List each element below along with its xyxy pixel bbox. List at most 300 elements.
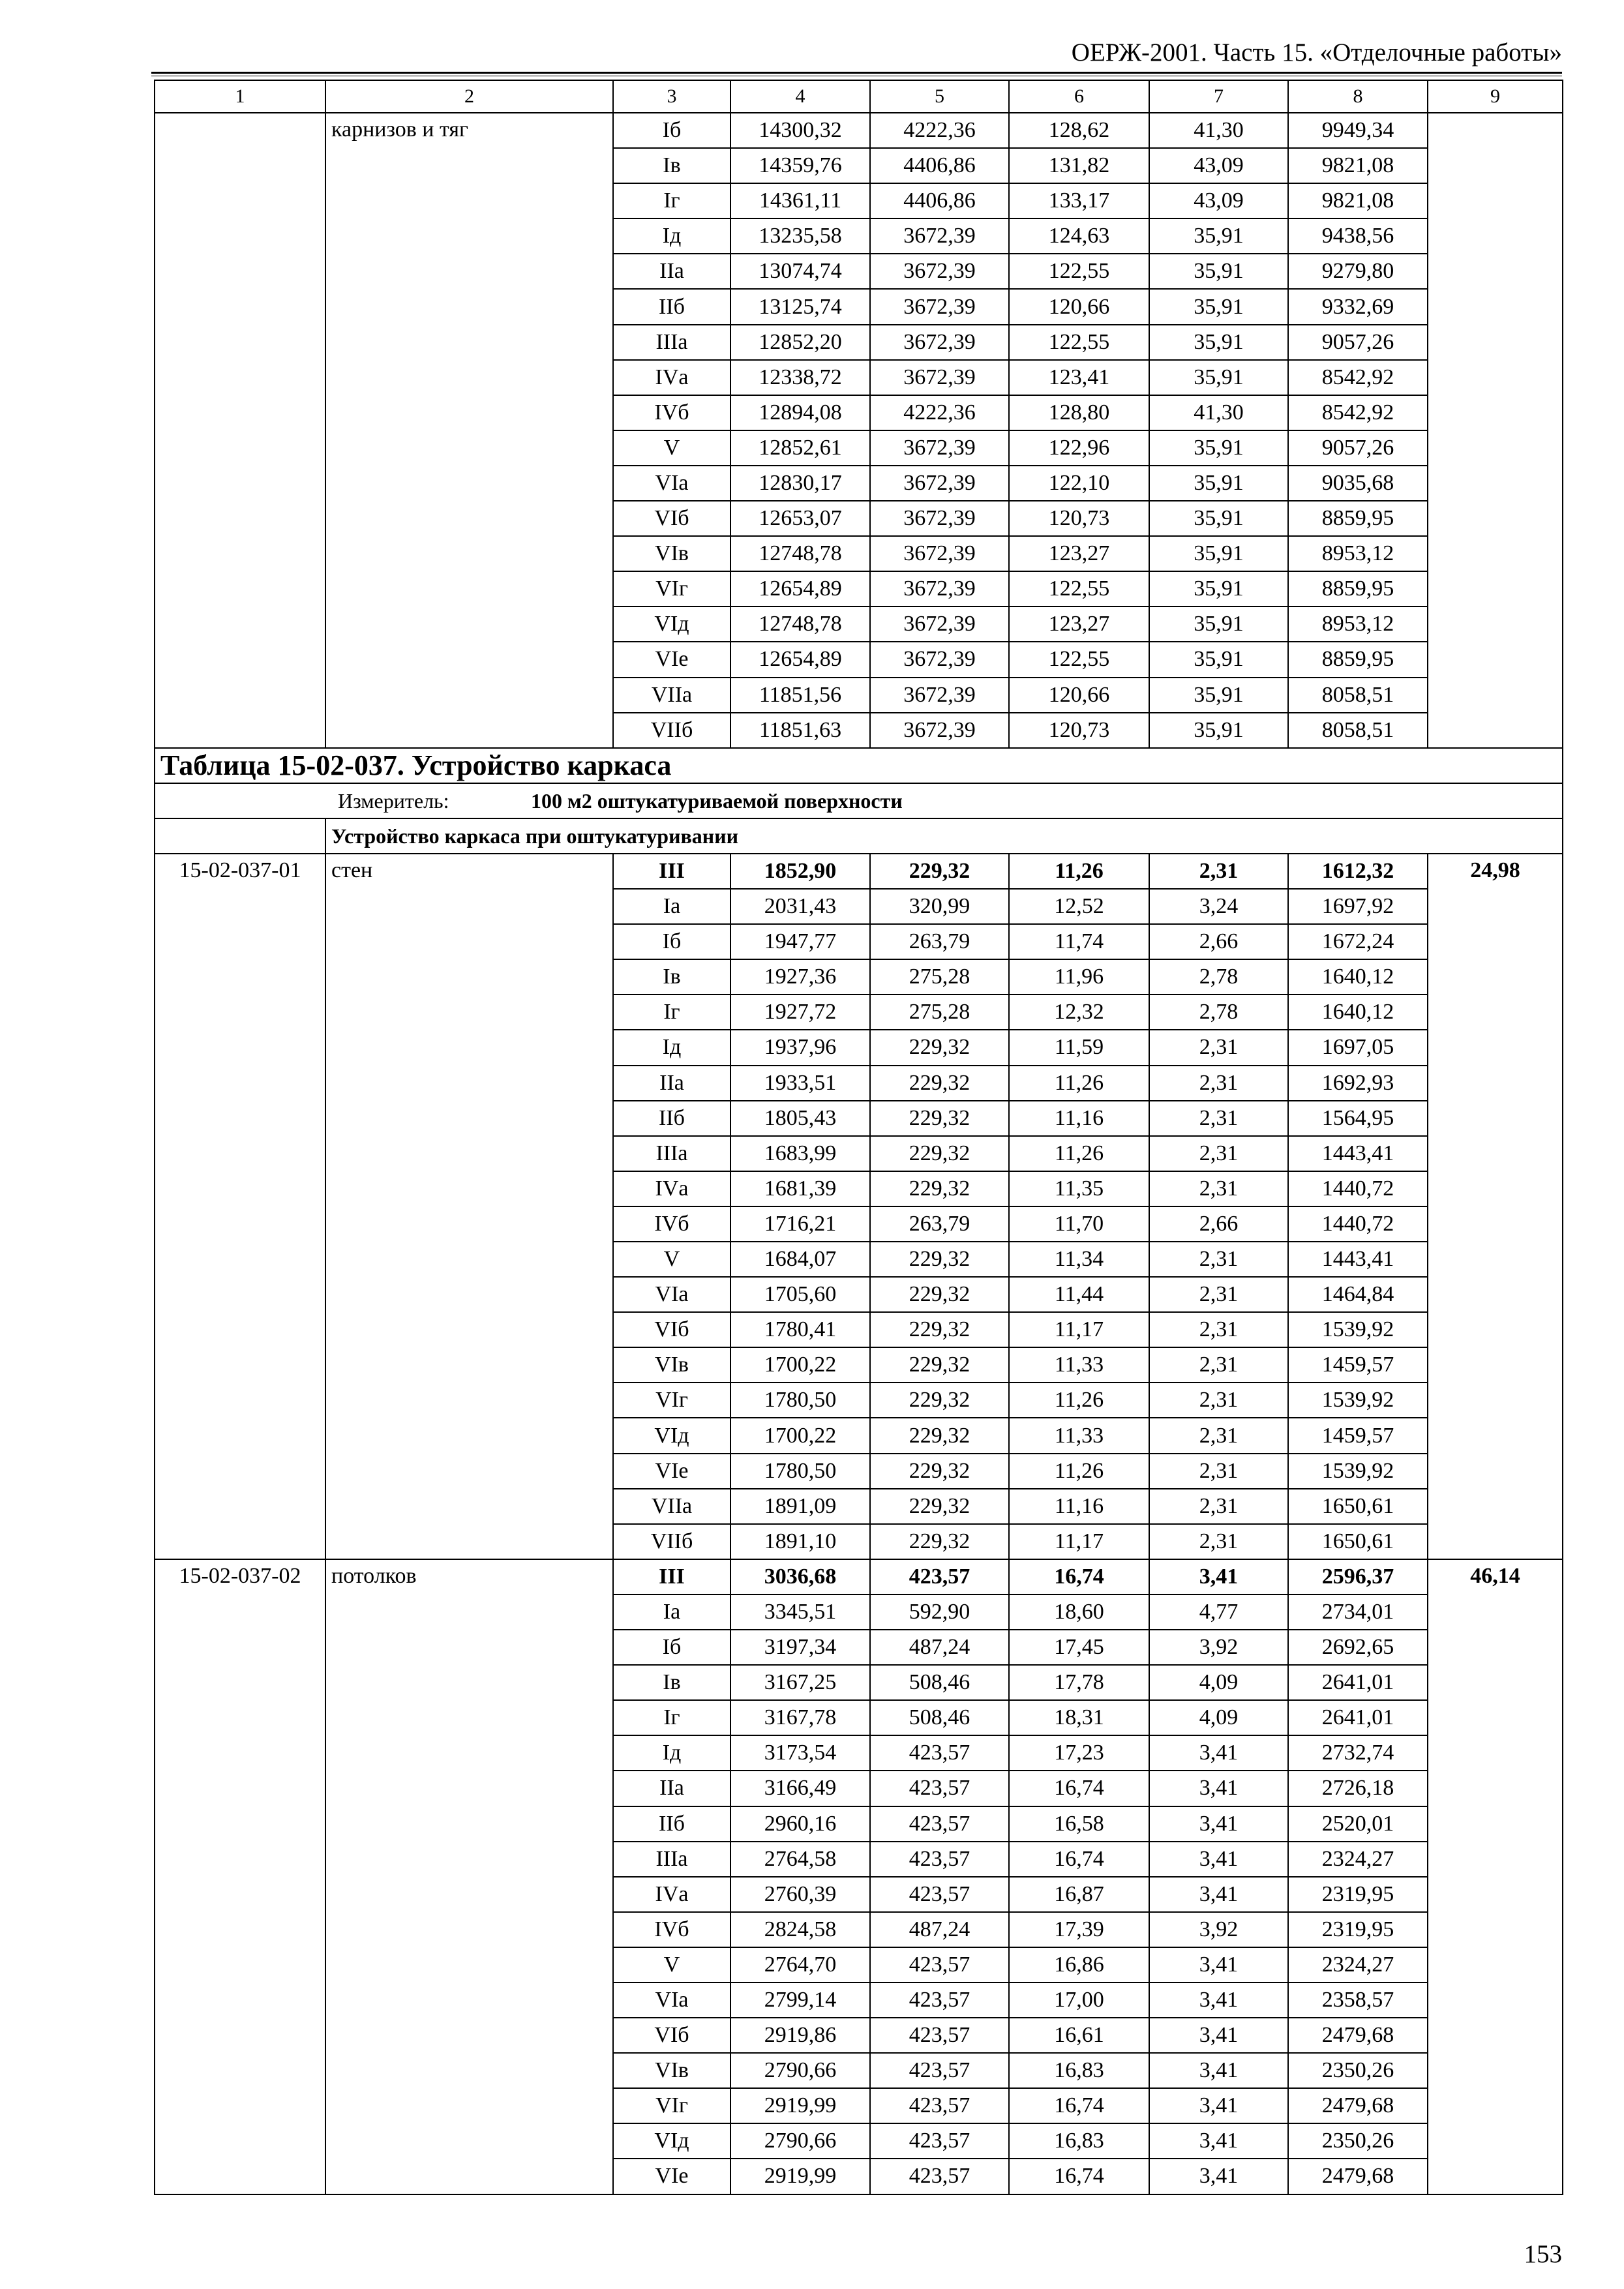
- value-cell: 122,96: [1009, 430, 1149, 466]
- value-cell: 131,82: [1009, 148, 1149, 183]
- rate-code: 15-02-037-02: [155, 1559, 325, 2194]
- value-cell: 263,79: [870, 924, 1009, 959]
- value-cell: 35,91: [1149, 218, 1288, 254]
- value-cell: 12852,61: [730, 430, 870, 466]
- value-cell: 3672,39: [870, 254, 1009, 289]
- value-cell: 1464,84: [1288, 1277, 1428, 1312]
- value-cell: 9821,08: [1288, 183, 1428, 218]
- region-class: VIв: [613, 1347, 730, 1383]
- value-cell: 13074,74: [730, 254, 870, 289]
- page-number: 153: [1524, 2240, 1562, 2268]
- value-cell: 123,27: [1009, 536, 1149, 571]
- value-cell: 8058,51: [1288, 713, 1428, 748]
- value-cell: 122,55: [1009, 571, 1149, 606]
- value-cell: 122,10: [1009, 466, 1149, 501]
- region-class: IIа: [613, 1771, 730, 1806]
- value-cell: 1539,92: [1288, 1383, 1428, 1418]
- value-cell: 1927,72: [730, 995, 870, 1030]
- value-cell: 3,92: [1149, 1630, 1288, 1665]
- value-cell: 423,57: [870, 2088, 1009, 2123]
- value-cell: 1805,43: [730, 1101, 870, 1136]
- value-cell: 2,31: [1149, 1418, 1288, 1453]
- value-cell: 16,86: [1009, 1947, 1149, 1982]
- value-cell: 229,32: [870, 854, 1009, 889]
- value-cell: 1705,60: [730, 1277, 870, 1312]
- value-cell: 2520,01: [1288, 1806, 1428, 1842]
- value-cell: 11,26: [1009, 1454, 1149, 1489]
- value-cell: 1700,22: [730, 1418, 870, 1453]
- value-cell: 1650,61: [1288, 1524, 1428, 1559]
- region-class: VIб: [613, 501, 730, 536]
- subheading-spacer: [155, 818, 325, 854]
- value-cell: 12,52: [1009, 889, 1149, 924]
- value-cell: 2692,65: [1288, 1630, 1428, 1665]
- subheading: Устройство каркаса при оштукатуривании: [325, 818, 1563, 854]
- table-row: [155, 113, 1563, 148]
- value-cell: 2799,14: [730, 1982, 870, 2018]
- value-cell: 1933,51: [730, 1066, 870, 1101]
- value-cell: 124,63: [1009, 218, 1149, 254]
- region-class: VIб: [613, 2018, 730, 2053]
- value-cell: 9057,26: [1288, 325, 1428, 360]
- value-cell: 3,41: [1149, 1771, 1288, 1806]
- value-cell: 14300,32: [730, 113, 870, 148]
- value-cell: 11,33: [1009, 1347, 1149, 1383]
- value-cell: 16,61: [1009, 2018, 1149, 2053]
- value-cell: 11,26: [1009, 854, 1149, 889]
- value-cell: 9279,80: [1288, 254, 1428, 289]
- value-cell: 423,57: [870, 1877, 1009, 1912]
- value-cell: 16,58: [1009, 1806, 1149, 1842]
- value-cell: 120,66: [1009, 289, 1149, 324]
- value-cell: 2734,01: [1288, 1594, 1428, 1630]
- labor-cost: 24,98: [1428, 854, 1563, 1559]
- value-cell: 3672,39: [870, 642, 1009, 677]
- region-class: Iв: [613, 1665, 730, 1700]
- value-cell: 2919,99: [730, 2088, 870, 2123]
- value-cell: 4222,36: [870, 395, 1009, 430]
- region-class: VIа: [613, 466, 730, 501]
- value-cell: 2764,58: [730, 1842, 870, 1877]
- header-rule: [151, 72, 1562, 74]
- value-cell: 120,73: [1009, 501, 1149, 536]
- value-cell: 2919,99: [730, 2159, 870, 2194]
- labor-cost: 46,14: [1428, 1559, 1563, 2194]
- value-cell: 2,31: [1149, 1347, 1288, 1383]
- value-cell: 2790,66: [730, 2123, 870, 2159]
- region-class: VIа: [613, 1277, 730, 1312]
- value-cell: 3672,39: [870, 289, 1009, 324]
- value-cell: 1440,72: [1288, 1171, 1428, 1206]
- value-cell: 3,24: [1149, 889, 1288, 924]
- value-cell: 2,31: [1149, 1489, 1288, 1524]
- value-cell: 508,46: [870, 1665, 1009, 1700]
- value-cell: 1697,92: [1288, 889, 1428, 924]
- value-cell: 12654,89: [730, 571, 870, 606]
- value-cell: 1640,12: [1288, 959, 1428, 995]
- value-cell: 35,91: [1149, 642, 1288, 677]
- value-cell: 3,41: [1149, 1982, 1288, 2018]
- region-class: VIIа: [613, 1489, 730, 1524]
- value-cell: 3,41: [1149, 2123, 1288, 2159]
- value-cell: 2324,27: [1288, 1947, 1428, 1982]
- value-cell: 2479,68: [1288, 2088, 1428, 2123]
- value-cell: 12338,72: [730, 360, 870, 395]
- value-cell: 2760,39: [730, 1877, 870, 1912]
- value-cell: 423,57: [870, 2053, 1009, 2088]
- region-class: IVб: [613, 395, 730, 430]
- value-cell: 3,41: [1149, 2018, 1288, 2053]
- value-cell: 9332,69: [1288, 289, 1428, 324]
- value-cell: 3,41: [1149, 1735, 1288, 1771]
- region-class: Iг: [613, 1700, 730, 1735]
- region-class: IIб: [613, 1101, 730, 1136]
- column-number: 2: [325, 80, 613, 113]
- region-class: IIб: [613, 289, 730, 324]
- region-class: VIд: [613, 2123, 730, 2159]
- region-class: VIд: [613, 1418, 730, 1453]
- region-class: Iв: [613, 148, 730, 183]
- value-cell: 4406,86: [870, 148, 1009, 183]
- value-cell: 1612,32: [1288, 854, 1428, 889]
- value-cell: 11,16: [1009, 1489, 1149, 1524]
- value-cell: 1692,93: [1288, 1066, 1428, 1101]
- value-cell: 2,31: [1149, 1277, 1288, 1312]
- value-cell: 2,31: [1149, 1136, 1288, 1171]
- region-class: VIв: [613, 2053, 730, 2088]
- value-cell: 9057,26: [1288, 430, 1428, 466]
- table-row: [155, 854, 1563, 889]
- region-class: V: [613, 1242, 730, 1277]
- value-cell: 11,26: [1009, 1136, 1149, 1171]
- region-class: Iб: [613, 1630, 730, 1665]
- value-cell: 12653,07: [730, 501, 870, 536]
- value-cell: 1780,50: [730, 1383, 870, 1418]
- value-cell: 122,55: [1009, 325, 1149, 360]
- column-number: 8: [1288, 80, 1428, 113]
- measure-value: 100 м2 оштукатуриваемой поверхности: [531, 788, 903, 813]
- value-cell: 1672,24: [1288, 924, 1428, 959]
- region-class: VIIб: [613, 713, 730, 748]
- value-cell: 17,00: [1009, 1982, 1149, 2018]
- value-cell: 16,74: [1009, 2159, 1149, 2194]
- value-cell: 8859,95: [1288, 501, 1428, 536]
- value-cell: 16,74: [1009, 1771, 1149, 1806]
- value-cell: 2,31: [1149, 1242, 1288, 1277]
- value-cell: 3,41: [1149, 1806, 1288, 1842]
- value-cell: 423,57: [870, 1982, 1009, 2018]
- value-cell: 229,32: [870, 1383, 1009, 1418]
- region-class: IVа: [613, 1171, 730, 1206]
- column-number: 5: [870, 80, 1009, 113]
- value-cell: 13125,74: [730, 289, 870, 324]
- work-name: потолков: [325, 1559, 613, 2194]
- value-cell: 3,41: [1149, 2159, 1288, 2194]
- value-cell: 9949,34: [1288, 113, 1428, 148]
- value-cell: 12654,89: [730, 642, 870, 677]
- value-cell: 128,62: [1009, 113, 1149, 148]
- value-cell: 16,74: [1009, 2088, 1149, 2123]
- value-cell: 35,91: [1149, 325, 1288, 360]
- value-cell: 12748,78: [730, 606, 870, 642]
- value-cell: 3,41: [1149, 1947, 1288, 1982]
- region-class: VIг: [613, 1383, 730, 1418]
- value-cell: 3197,34: [730, 1630, 870, 1665]
- value-cell: 11,17: [1009, 1312, 1149, 1347]
- value-cell: 263,79: [870, 1206, 1009, 1242]
- work-name: стен: [325, 854, 613, 1559]
- region-class: VIа: [613, 1982, 730, 2018]
- value-cell: 41,30: [1149, 395, 1288, 430]
- value-cell: 8058,51: [1288, 678, 1428, 713]
- value-cell: 3036,68: [730, 1559, 870, 1594]
- region-class: IIб: [613, 1806, 730, 1842]
- region-class: VIе: [613, 642, 730, 677]
- value-cell: 592,90: [870, 1594, 1009, 1630]
- value-cell: 11,26: [1009, 1383, 1149, 1418]
- value-cell: 3167,25: [730, 1665, 870, 1700]
- value-cell: 2,78: [1149, 959, 1288, 995]
- region-class: Iд: [613, 1030, 730, 1065]
- value-cell: 3672,39: [870, 501, 1009, 536]
- value-cell: 11,33: [1009, 1418, 1149, 1453]
- value-cell: 3167,78: [730, 1700, 870, 1735]
- value-cell: 35,91: [1149, 571, 1288, 606]
- value-cell: 423,57: [870, 1842, 1009, 1877]
- value-cell: 229,32: [870, 1136, 1009, 1171]
- value-cell: 35,91: [1149, 254, 1288, 289]
- value-cell: 2919,86: [730, 2018, 870, 2053]
- value-cell: 12,32: [1009, 995, 1149, 1030]
- region-class: III: [613, 1559, 730, 1594]
- value-cell: 3,41: [1149, 1559, 1288, 1594]
- value-cell: 11,70: [1009, 1206, 1149, 1242]
- region-class: VIIб: [613, 1524, 730, 1559]
- value-cell: 11,59: [1009, 1030, 1149, 1065]
- value-cell: 229,32: [870, 1242, 1009, 1277]
- value-cell: 35,91: [1149, 678, 1288, 713]
- value-cell: 8953,12: [1288, 536, 1428, 571]
- value-cell: 508,46: [870, 1700, 1009, 1735]
- value-cell: 11,17: [1009, 1524, 1149, 1559]
- value-cell: 14359,76: [730, 148, 870, 183]
- value-cell: 120,66: [1009, 678, 1149, 713]
- value-cell: 17,23: [1009, 1735, 1149, 1771]
- value-cell: 1697,05: [1288, 1030, 1428, 1065]
- value-cell: 18,31: [1009, 1700, 1149, 1735]
- region-class: VIг: [613, 2088, 730, 2123]
- value-cell: 423,57: [870, 1559, 1009, 1594]
- value-cell: 11,44: [1009, 1277, 1149, 1312]
- value-cell: 2350,26: [1288, 2123, 1428, 2159]
- region-class: IVа: [613, 1877, 730, 1912]
- value-cell: 1539,92: [1288, 1312, 1428, 1347]
- value-cell: 2790,66: [730, 2053, 870, 2088]
- value-cell: 17,39: [1009, 1912, 1149, 1947]
- value-cell: 2,31: [1149, 1312, 1288, 1347]
- value-cell: 1891,09: [730, 1489, 870, 1524]
- column-number: 7: [1149, 80, 1288, 113]
- value-cell: 3672,39: [870, 571, 1009, 606]
- region-class: V: [613, 430, 730, 466]
- value-cell: 423,57: [870, 1771, 1009, 1806]
- value-cell: 3672,39: [870, 713, 1009, 748]
- value-cell: 229,32: [870, 1030, 1009, 1065]
- work-name: карнизов и тяг: [325, 113, 613, 748]
- value-cell: 11,35: [1009, 1171, 1149, 1206]
- value-cell: 2,66: [1149, 1206, 1288, 1242]
- region-class: IIIа: [613, 325, 730, 360]
- value-cell: 1891,10: [730, 1524, 870, 1559]
- value-cell: 2319,95: [1288, 1912, 1428, 1947]
- value-cell: 9035,68: [1288, 466, 1428, 501]
- column-number: 9: [1428, 80, 1563, 113]
- value-cell: 41,30: [1149, 113, 1288, 148]
- value-cell: 9821,08: [1288, 148, 1428, 183]
- region-class: IIIа: [613, 1136, 730, 1171]
- value-cell: 3672,39: [870, 360, 1009, 395]
- value-cell: 3672,39: [870, 430, 1009, 466]
- region-class: VIг: [613, 571, 730, 606]
- value-cell: 2,31: [1149, 1066, 1288, 1101]
- value-cell: 2,31: [1149, 1454, 1288, 1489]
- value-cell: 3,41: [1149, 2053, 1288, 2088]
- value-cell: 2,66: [1149, 924, 1288, 959]
- value-cell: 16,74: [1009, 1842, 1149, 1877]
- labor-cell: [1428, 113, 1563, 748]
- value-cell: 2031,43: [730, 889, 870, 924]
- value-cell: 123,41: [1009, 360, 1149, 395]
- region-class: Iв: [613, 959, 730, 995]
- measure-row: [155, 783, 1563, 818]
- value-cell: 1852,90: [730, 854, 870, 889]
- value-cell: 35,91: [1149, 713, 1288, 748]
- value-cell: 122,55: [1009, 642, 1149, 677]
- value-cell: 229,32: [870, 1101, 1009, 1136]
- value-cell: 3672,39: [870, 536, 1009, 571]
- measure-cell: [155, 783, 1563, 818]
- value-cell: 35,91: [1149, 360, 1288, 395]
- value-cell: 229,32: [870, 1524, 1009, 1559]
- region-class: IVа: [613, 360, 730, 395]
- value-cell: 17,78: [1009, 1665, 1149, 1700]
- value-cell: 1700,22: [730, 1347, 870, 1383]
- value-cell: 2350,26: [1288, 2053, 1428, 2088]
- region-class: VIб: [613, 1312, 730, 1347]
- region-class: Iг: [613, 995, 730, 1030]
- value-cell: 1459,57: [1288, 1418, 1428, 1453]
- table-body: [155, 80, 1563, 2194]
- value-cell: 16,87: [1009, 1877, 1149, 1912]
- table-row: [155, 1559, 1563, 1594]
- value-cell: 1780,50: [730, 1454, 870, 1489]
- value-cell: 423,57: [870, 1806, 1009, 1842]
- value-cell: 1716,21: [730, 1206, 870, 1242]
- value-cell: 2,31: [1149, 1101, 1288, 1136]
- value-cell: 12852,20: [730, 325, 870, 360]
- value-cell: 275,28: [870, 959, 1009, 995]
- value-cell: 43,09: [1149, 148, 1288, 183]
- value-cell: 2,31: [1149, 854, 1288, 889]
- value-cell: 2,78: [1149, 995, 1288, 1030]
- region-class: VIд: [613, 606, 730, 642]
- region-class: VIе: [613, 1454, 730, 1489]
- value-cell: 320,99: [870, 889, 1009, 924]
- value-cell: 1443,41: [1288, 1136, 1428, 1171]
- value-cell: 1440,72: [1288, 1206, 1428, 1242]
- value-cell: 1780,41: [730, 1312, 870, 1347]
- region-class: Iб: [613, 113, 730, 148]
- value-cell: 123,27: [1009, 606, 1149, 642]
- value-cell: 4,09: [1149, 1665, 1288, 1700]
- value-cell: 2319,95: [1288, 1877, 1428, 1912]
- value-cell: 1650,61: [1288, 1489, 1428, 1524]
- value-cell: 229,32: [870, 1454, 1009, 1489]
- value-cell: 229,32: [870, 1418, 1009, 1453]
- value-cell: 2764,70: [730, 1947, 870, 1982]
- value-cell: 275,28: [870, 995, 1009, 1030]
- value-cell: 14361,11: [730, 183, 870, 218]
- value-cell: 2479,68: [1288, 2159, 1428, 2194]
- value-cell: 2960,16: [730, 1806, 870, 1842]
- value-cell: 487,24: [870, 1630, 1009, 1665]
- table-title-row: [155, 748, 1563, 783]
- value-cell: 229,32: [870, 1312, 1009, 1347]
- value-cell: 11,74: [1009, 924, 1149, 959]
- value-cell: 229,32: [870, 1171, 1009, 1206]
- value-cell: 229,32: [870, 1347, 1009, 1383]
- value-cell: 35,91: [1149, 606, 1288, 642]
- rate-code: 15-02-037-01: [155, 854, 325, 1559]
- value-cell: 12748,78: [730, 536, 870, 571]
- value-cell: 35,91: [1149, 289, 1288, 324]
- value-cell: 1640,12: [1288, 995, 1428, 1030]
- value-cell: 11851,56: [730, 678, 870, 713]
- value-cell: 3166,49: [730, 1771, 870, 1806]
- value-cell: 3,41: [1149, 2088, 1288, 2123]
- value-cell: 12830,17: [730, 466, 870, 501]
- value-cell: 229,32: [870, 1489, 1009, 1524]
- value-cell: 12894,08: [730, 395, 870, 430]
- value-cell: 2,31: [1149, 1524, 1288, 1559]
- measure-label: Измеритель:: [338, 788, 449, 813]
- value-cell: 1564,95: [1288, 1101, 1428, 1136]
- value-cell: 8542,92: [1288, 395, 1428, 430]
- value-cell: 9438,56: [1288, 218, 1428, 254]
- value-cell: 35,91: [1149, 536, 1288, 571]
- value-cell: 3672,39: [870, 606, 1009, 642]
- value-cell: 2479,68: [1288, 2018, 1428, 2053]
- value-cell: 120,73: [1009, 713, 1149, 748]
- value-cell: 2596,37: [1288, 1559, 1428, 1594]
- value-cell: 16,83: [1009, 2053, 1149, 2088]
- value-cell: 3,41: [1149, 1842, 1288, 1877]
- value-cell: 3672,39: [870, 466, 1009, 501]
- value-cell: 4,77: [1149, 1594, 1288, 1630]
- region-class: III: [613, 854, 730, 889]
- value-cell: 3672,39: [870, 218, 1009, 254]
- column-number: 6: [1009, 80, 1149, 113]
- value-cell: 17,45: [1009, 1630, 1149, 1665]
- value-cell: 423,57: [870, 2018, 1009, 2053]
- value-cell: 3,92: [1149, 1912, 1288, 1947]
- value-cell: 2641,01: [1288, 1665, 1428, 1700]
- value-cell: 1683,99: [730, 1136, 870, 1171]
- value-cell: 16,83: [1009, 2123, 1149, 2159]
- column-number: 1: [155, 80, 325, 113]
- value-cell: 3672,39: [870, 325, 1009, 360]
- value-cell: 13235,58: [730, 218, 870, 254]
